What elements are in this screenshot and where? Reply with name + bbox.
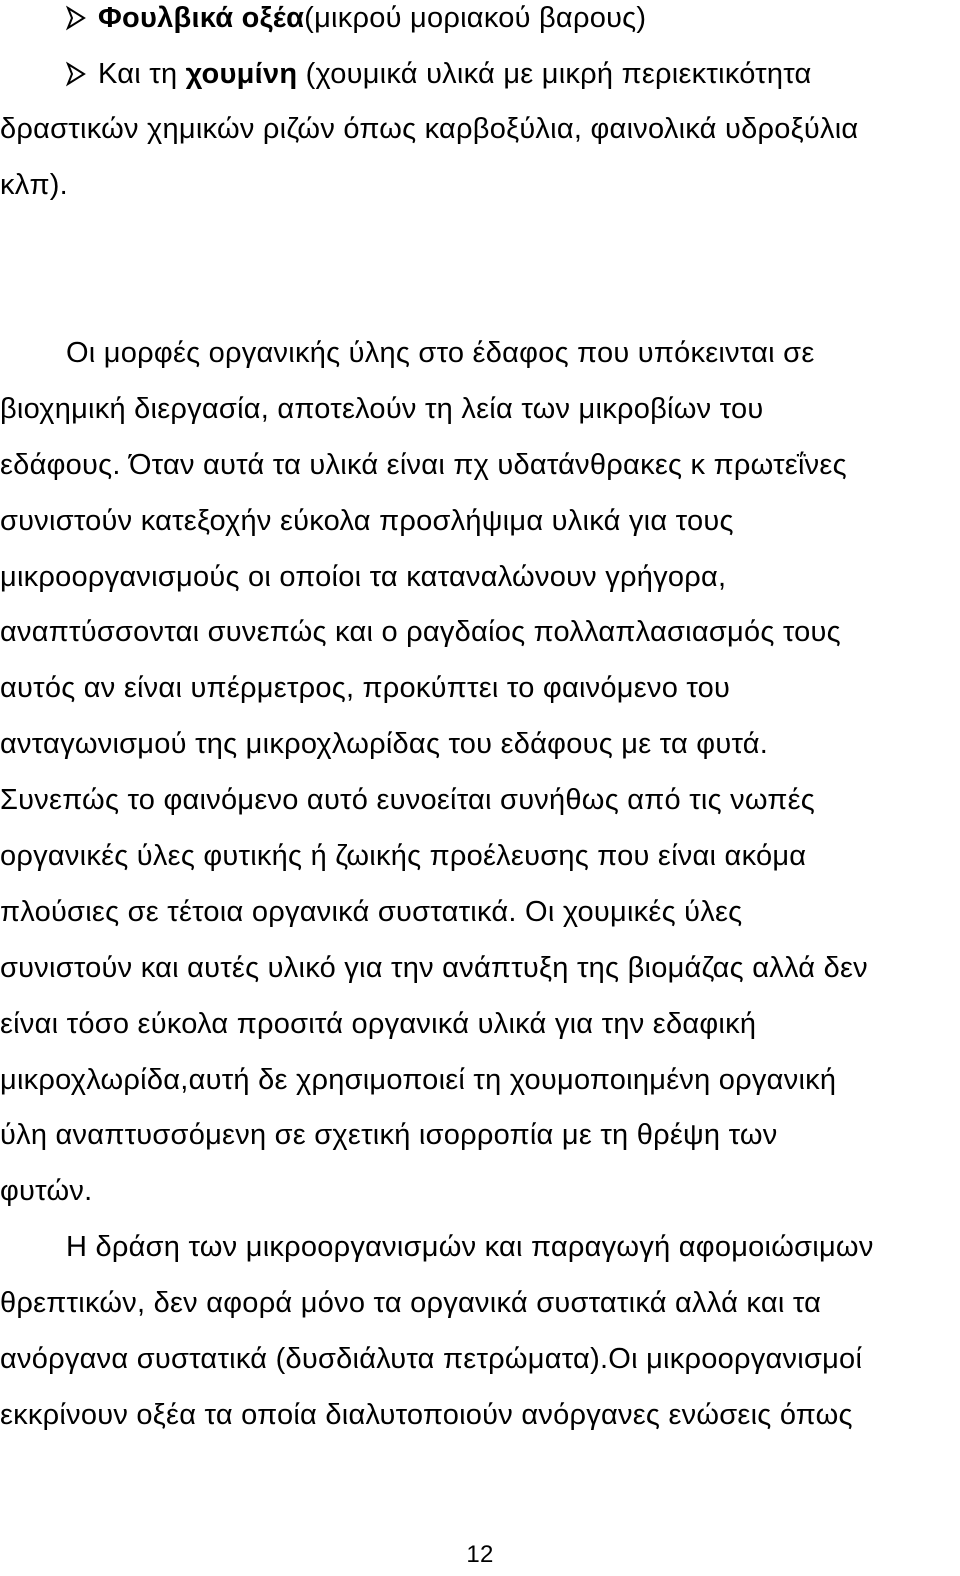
- text-line: είναι τόσο εύκολα προσιτά οργανικά υλικά για την εδαφική: [0, 1008, 757, 1040]
- bullet-text: (μικρού μοριακού βαρους): [304, 2, 647, 34]
- text-line: ανταγωνισμού της μικροχλωρίδας του εδάφους με τα φυτά.: [0, 728, 769, 760]
- text-line: ανόργανα συστατικά (δυσδιάλυτα πετρώματα).Οι μικροοργανισμοί: [0, 1343, 863, 1375]
- text-line: θρεπτικών, δεν αφορά μόνο τα οργανικά συστατικά αλλά και τα: [0, 1287, 822, 1319]
- arrow-bullet-icon: [66, 5, 86, 31]
- text-line: Συνεπώς το φαινόμενο αυτό ευνοείται συνήθως από τις νωπές: [0, 784, 816, 816]
- text-line: μικροοργανισμούς οι οποίοι τα καταναλώνουν γρήγορα,: [0, 561, 727, 593]
- bullet-text: (χουμικά υλικά με μικρή περιεκτικότητα: [297, 58, 812, 90]
- text-line: δραστικών χημικών ριζών όπως καρβοξύλια, φαινολικά υδροξύλια: [0, 113, 859, 145]
- page-number: 12: [466, 1541, 494, 1568]
- bullet-item-humin: [66, 56, 812, 92]
- text-line: βιοχημική διεργασία, αποτελούν τη λεία των μικροβίων του: [0, 393, 764, 425]
- paragraph-start-line: Η δράση των μικροοργανισμών και παραγωγή αφομοιώσιμων: [66, 1231, 874, 1263]
- text-line: εκκρίνουν οξέα τα οποία διαλυτοποιούν ανόργανες ενώσεις όπως: [0, 1399, 853, 1431]
- text-line: οργανικές ύλες φυτικής ή ζωικής προέλευσης που είναι ακόμα: [0, 840, 807, 872]
- bullet-bold-text: Φουλβικά οξέα: [98, 2, 305, 34]
- text-line: εδάφους. Όταν αυτά τα υλικά είναι πχ υδατάνθρακες κ πρωτεΐνες: [0, 449, 847, 481]
- text-line: ύλη αναπτυσσόμενη σε σχετική ισορροπία με τη θρέψη των: [0, 1119, 778, 1151]
- text-line: κλπ).: [0, 169, 68, 201]
- bullet-item-fulvic-acids: [66, 0, 646, 36]
- text-line: συνιστούν και αυτές υλικό για την ανάπτυξη της βιομάζας αλλά δεν: [0, 952, 868, 984]
- text-line: πλούσιες σε τέτοια οργανικά συστατικά. Οι χουμικές ύλες: [0, 896, 743, 928]
- text-line: φυτών.: [0, 1175, 93, 1207]
- text-line: αυτός αν είναι υπέρμετρος, προκύπτει το φαινόμενο του: [0, 672, 731, 704]
- text-line: αναπτύσσονται συνεπώς και ο ραγδαίος πολλαπλασιασμός τους: [0, 616, 841, 648]
- bullet-text-pre: Και τη: [98, 58, 186, 90]
- paragraph-start-line: Οι μορφές οργανικής ύλης στο έδαφος που υπόκεινται σε: [66, 337, 815, 369]
- bullet-bold-text: χουμίνη: [185, 58, 298, 90]
- text-line: συνιστούν κατεξοχήν εύκολα προσλήψιμα υλικά για τους: [0, 505, 734, 537]
- arrow-bullet-icon: [66, 61, 86, 87]
- text-line: μικροχλωρίδα,αυτή δε χρησιμοποιεί τη χουμοποιημένη οργανική: [0, 1064, 837, 1096]
